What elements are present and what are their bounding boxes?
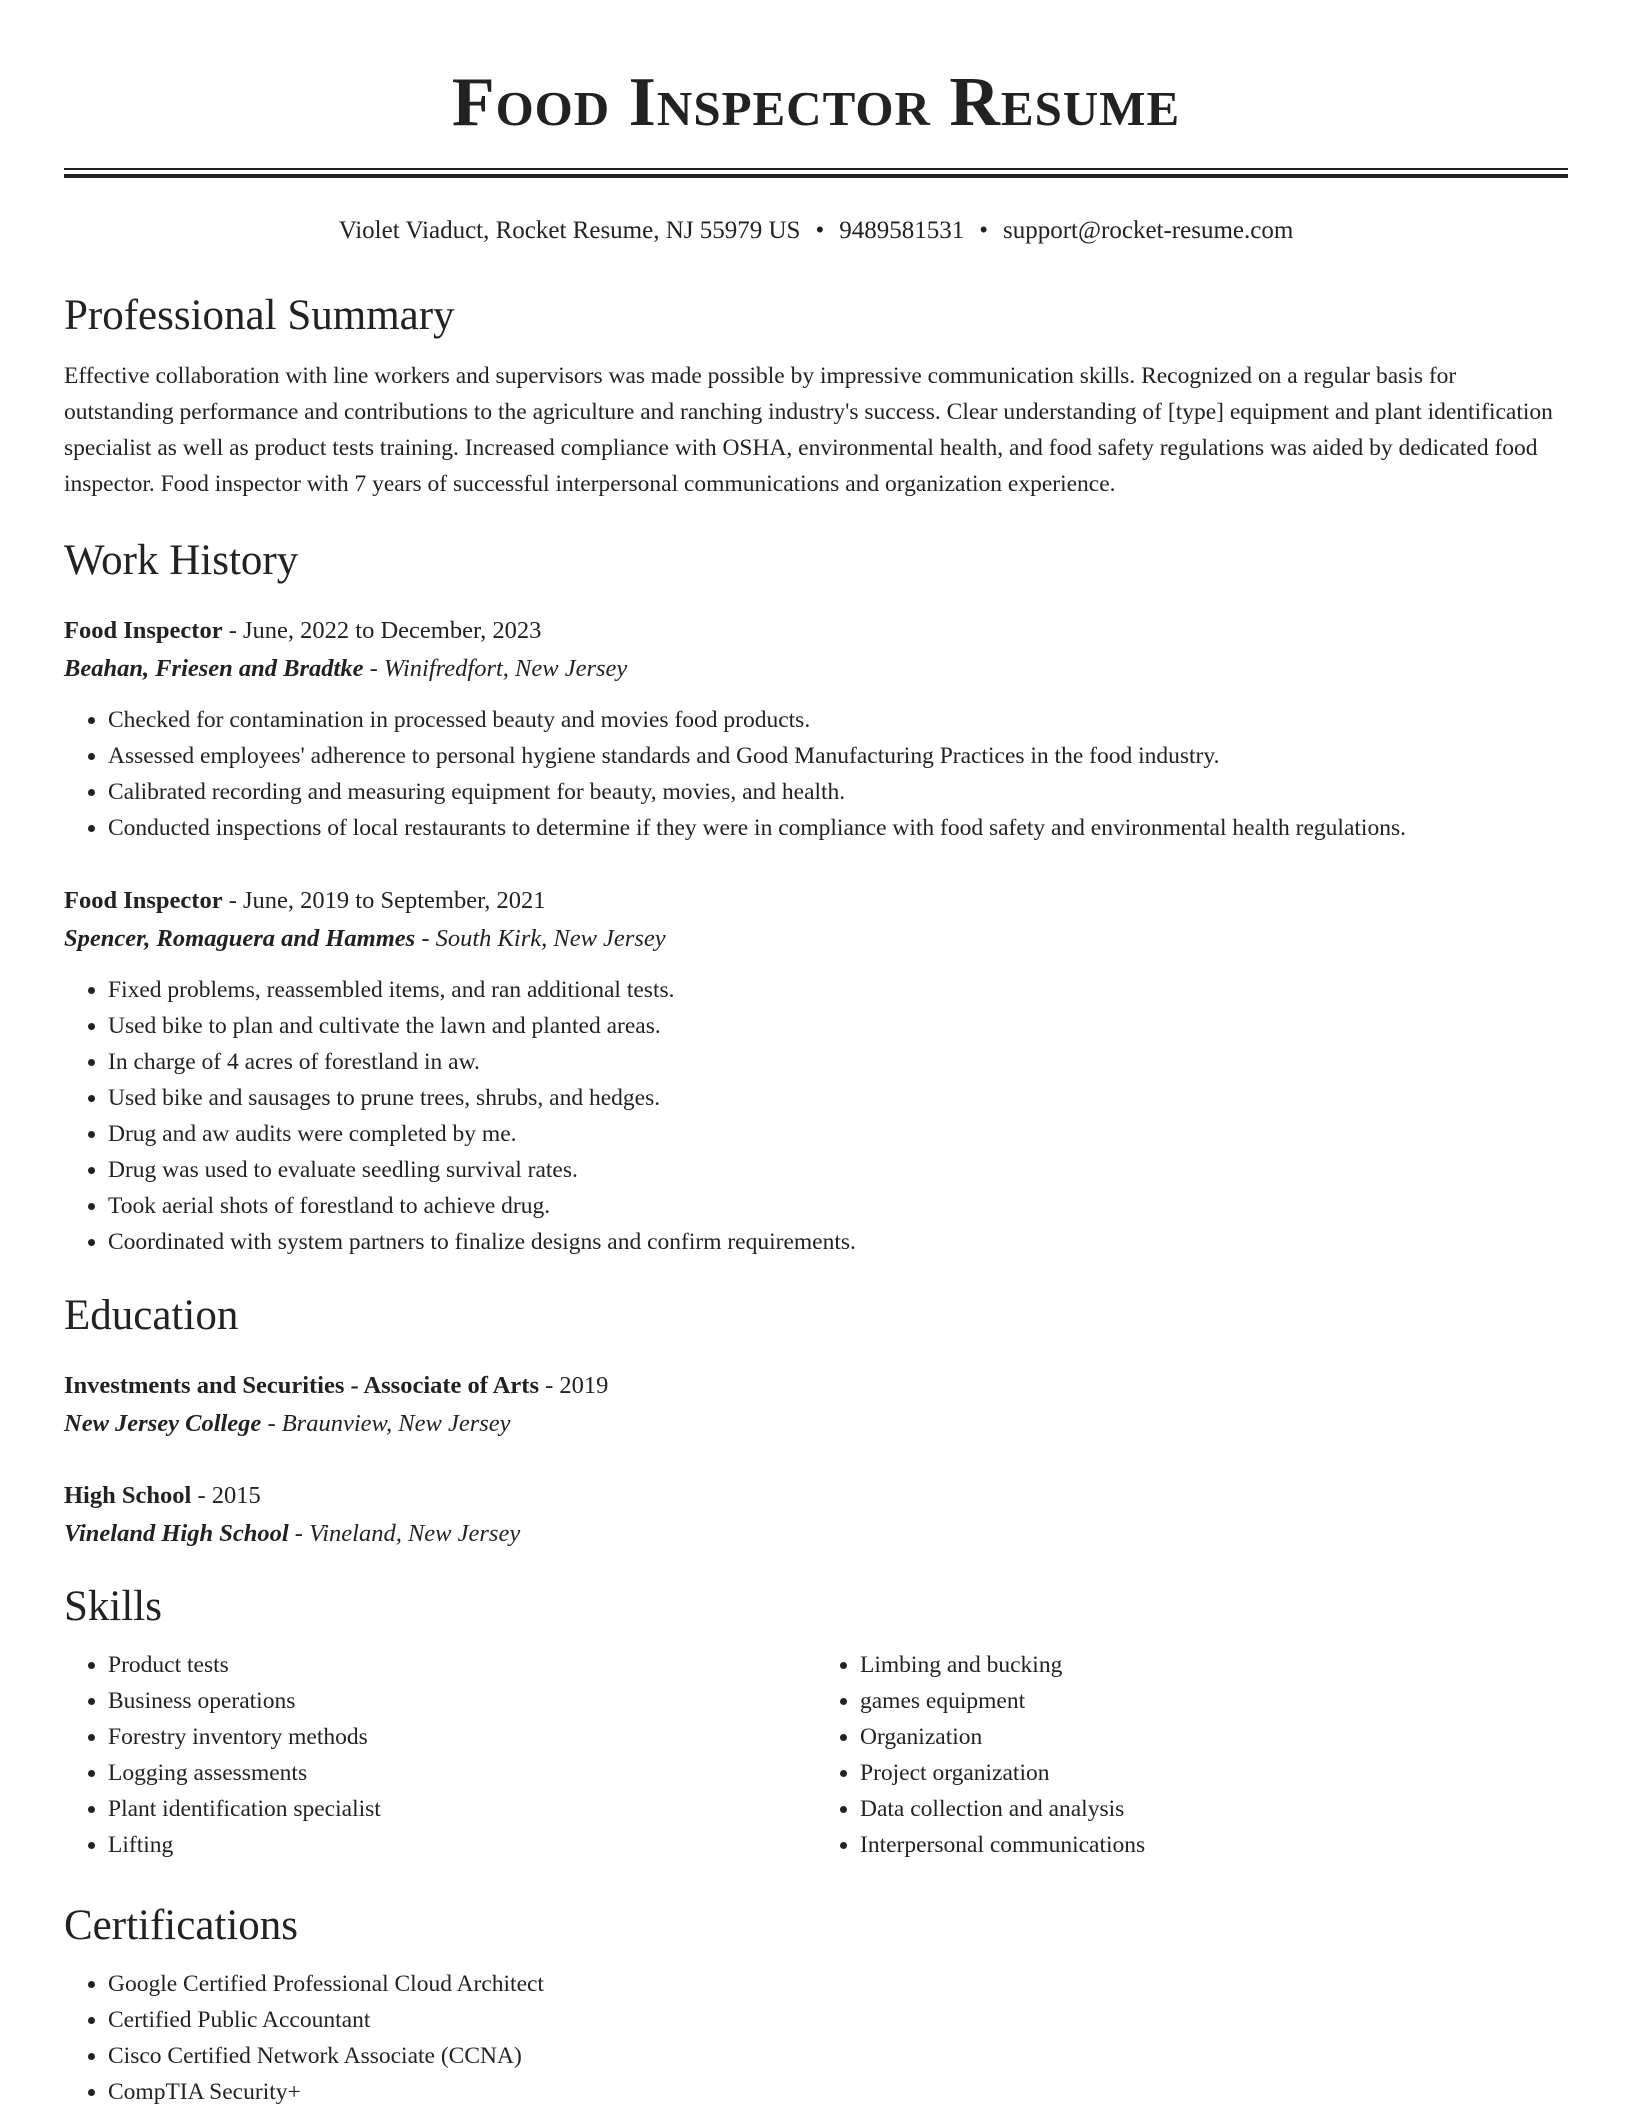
job-entry-2 bbox=[64, 882, 1568, 1260]
job-company: Spencer, Romaguera and Hammes bbox=[64, 925, 416, 952]
degree-year: - 2015 bbox=[191, 1482, 261, 1509]
list-item: • Lifting bbox=[108, 1827, 816, 1863]
certifications-section bbox=[64, 1900, 1568, 2110]
degree: Investments and Securities - Associate of Arts bbox=[64, 1372, 539, 1399]
list-item: • In charge of 4 acres of forestland in aw. bbox=[108, 1044, 1568, 1080]
summary-section bbox=[64, 290, 1568, 502]
list-item: • Drug and aw audits were completed by me. bbox=[108, 1116, 1568, 1152]
list-item: • Checked for contamination in processed beauty and movies food products. bbox=[108, 702, 1568, 738]
list-item: • Took aerial shots of forestland to achieve drug. bbox=[108, 1188, 1568, 1224]
work-history-heading: Work History bbox=[64, 537, 299, 584]
skills-heading: Skills bbox=[64, 1583, 162, 1630]
education-entry-2 bbox=[64, 1477, 1568, 1553]
skills-list-left bbox=[64, 1647, 816, 1863]
list-item: • Certified Public Accountant bbox=[108, 2002, 1568, 2038]
job-title: Food Inspector bbox=[64, 617, 223, 644]
education-section bbox=[64, 1290, 1568, 1342]
job-company-line bbox=[64, 920, 1568, 958]
contact-address: Violet Viaduct, Rocket Resume, NJ 55979 US bbox=[338, 217, 801, 244]
contact-phone: 9489581531 bbox=[839, 217, 965, 244]
list-item: • Coordinated with system partners to finalize designs and confirm requirements. bbox=[108, 1224, 1568, 1260]
list-item: • Conducted inspections of local restaurants to determine if they were in compliance with food safety and environmental health regulations. bbox=[108, 810, 1568, 846]
list-item: • Fixed problems, reassembled items, and ran additional tests. bbox=[108, 972, 1568, 1008]
school-line bbox=[64, 1405, 1568, 1443]
contact-separator: • bbox=[979, 217, 988, 244]
summary-text: Effective collaboration with line workers and supervisors was made possible by impressive communication skills. Recognized on a regular basis for outstanding performance and contributions to the agriculture and ranching industry's success. Clear understanding of [type] equipment and plant identification specialist as well as product tests training. Increased compliance with OSHA, environmental health, and food safety regulations was aided by dedicated food inspector. Food inspector with 7 years of successful interpersonal communications and organization experience. bbox=[64, 363, 1553, 497]
skills-list-right bbox=[816, 1647, 1568, 1863]
job-dates: - June, 2019 to September, 2021 bbox=[222, 887, 546, 914]
job-dates: - June, 2022 to December, 2023 bbox=[222, 617, 542, 644]
list-item: • Logging assessments bbox=[108, 1755, 816, 1791]
resume-title: Food Inspector Resume bbox=[451, 64, 1181, 141]
skills-columns bbox=[64, 1647, 1568, 1863]
list-item: • Limbing and bucking bbox=[860, 1647, 1568, 1683]
contact-email: support@rocket-resume.com bbox=[1003, 217, 1294, 244]
degree-line bbox=[64, 1477, 1568, 1515]
list-item: • Used bike to plan and cultivate the lawn and planted areas. bbox=[108, 1008, 1568, 1044]
contact-separator: • bbox=[815, 217, 825, 244]
education-entry-1 bbox=[64, 1367, 1568, 1443]
summary-heading: Professional Summary bbox=[64, 292, 455, 339]
degree: High School bbox=[64, 1482, 192, 1509]
list-item: • Drug was used to evaluate seedling survival rates. bbox=[108, 1152, 1568, 1188]
list-item: • Data collection and analysis bbox=[860, 1791, 1568, 1827]
job-entry-1 bbox=[64, 612, 1568, 846]
list-item: • Cisco Certified Network Associate (CCNA) bbox=[108, 2038, 1568, 2074]
list-item: • Used bike and sausages to prune trees, shrubs, and hedges. bbox=[108, 1080, 1568, 1116]
contact-line bbox=[0, 214, 1632, 248]
list-item: • Interpersonal communications bbox=[860, 1827, 1568, 1863]
certifications-list bbox=[64, 1966, 1568, 2110]
job-title-line bbox=[64, 882, 1568, 920]
title-rule-thick bbox=[64, 174, 1568, 178]
school-location: - Braunview, New Jersey bbox=[261, 1410, 511, 1437]
list-item: • Plant identification specialist bbox=[108, 1791, 816, 1827]
degree-year: - 2019 bbox=[539, 1372, 609, 1399]
job-location: - South Kirk, New Jersey bbox=[415, 925, 666, 952]
list-item: • games equipment bbox=[860, 1683, 1568, 1719]
job-title: Food Inspector bbox=[64, 887, 223, 914]
school-name: Vineland High School bbox=[64, 1520, 289, 1547]
list-item: • Forestry inventory methods bbox=[108, 1719, 816, 1755]
list-item: • CompTIA Security+ bbox=[108, 2074, 1568, 2110]
education-heading: Education bbox=[64, 1292, 239, 1339]
list-item: • Calibrated recording and measuring equipment for beauty, movies, and health. bbox=[108, 774, 1568, 810]
job-location: - Winifredfort, New Jersey bbox=[363, 655, 628, 682]
list-item: • Google Certified Professional Cloud Architect bbox=[108, 1966, 1568, 2002]
school-name: New Jersey College bbox=[64, 1410, 262, 1437]
skills-section bbox=[64, 1581, 1568, 1863]
degree-line bbox=[64, 1367, 1568, 1405]
job-bullets bbox=[64, 972, 1568, 1260]
school-line bbox=[64, 1515, 1568, 1553]
list-item: • Product tests bbox=[108, 1647, 816, 1683]
school-location: - Vineland, New Jersey bbox=[288, 1520, 521, 1547]
job-bullets bbox=[64, 702, 1568, 846]
job-company-line bbox=[64, 650, 1568, 688]
work-history-section bbox=[64, 535, 1568, 587]
certifications-heading: Certifications bbox=[64, 1902, 299, 1949]
title-rule-thin bbox=[64, 168, 1568, 170]
list-item: • Business operations bbox=[108, 1683, 816, 1719]
list-item: • Assessed employees' adherence to personal hygiene standards and Good Manufacturing Practices in the food industry. bbox=[108, 738, 1568, 774]
job-title-line bbox=[64, 612, 1568, 650]
list-item: • Organization bbox=[860, 1719, 1568, 1755]
job-company: Beahan, Friesen and Bradtke bbox=[64, 655, 364, 682]
list-item: • Project organization bbox=[860, 1755, 1568, 1791]
